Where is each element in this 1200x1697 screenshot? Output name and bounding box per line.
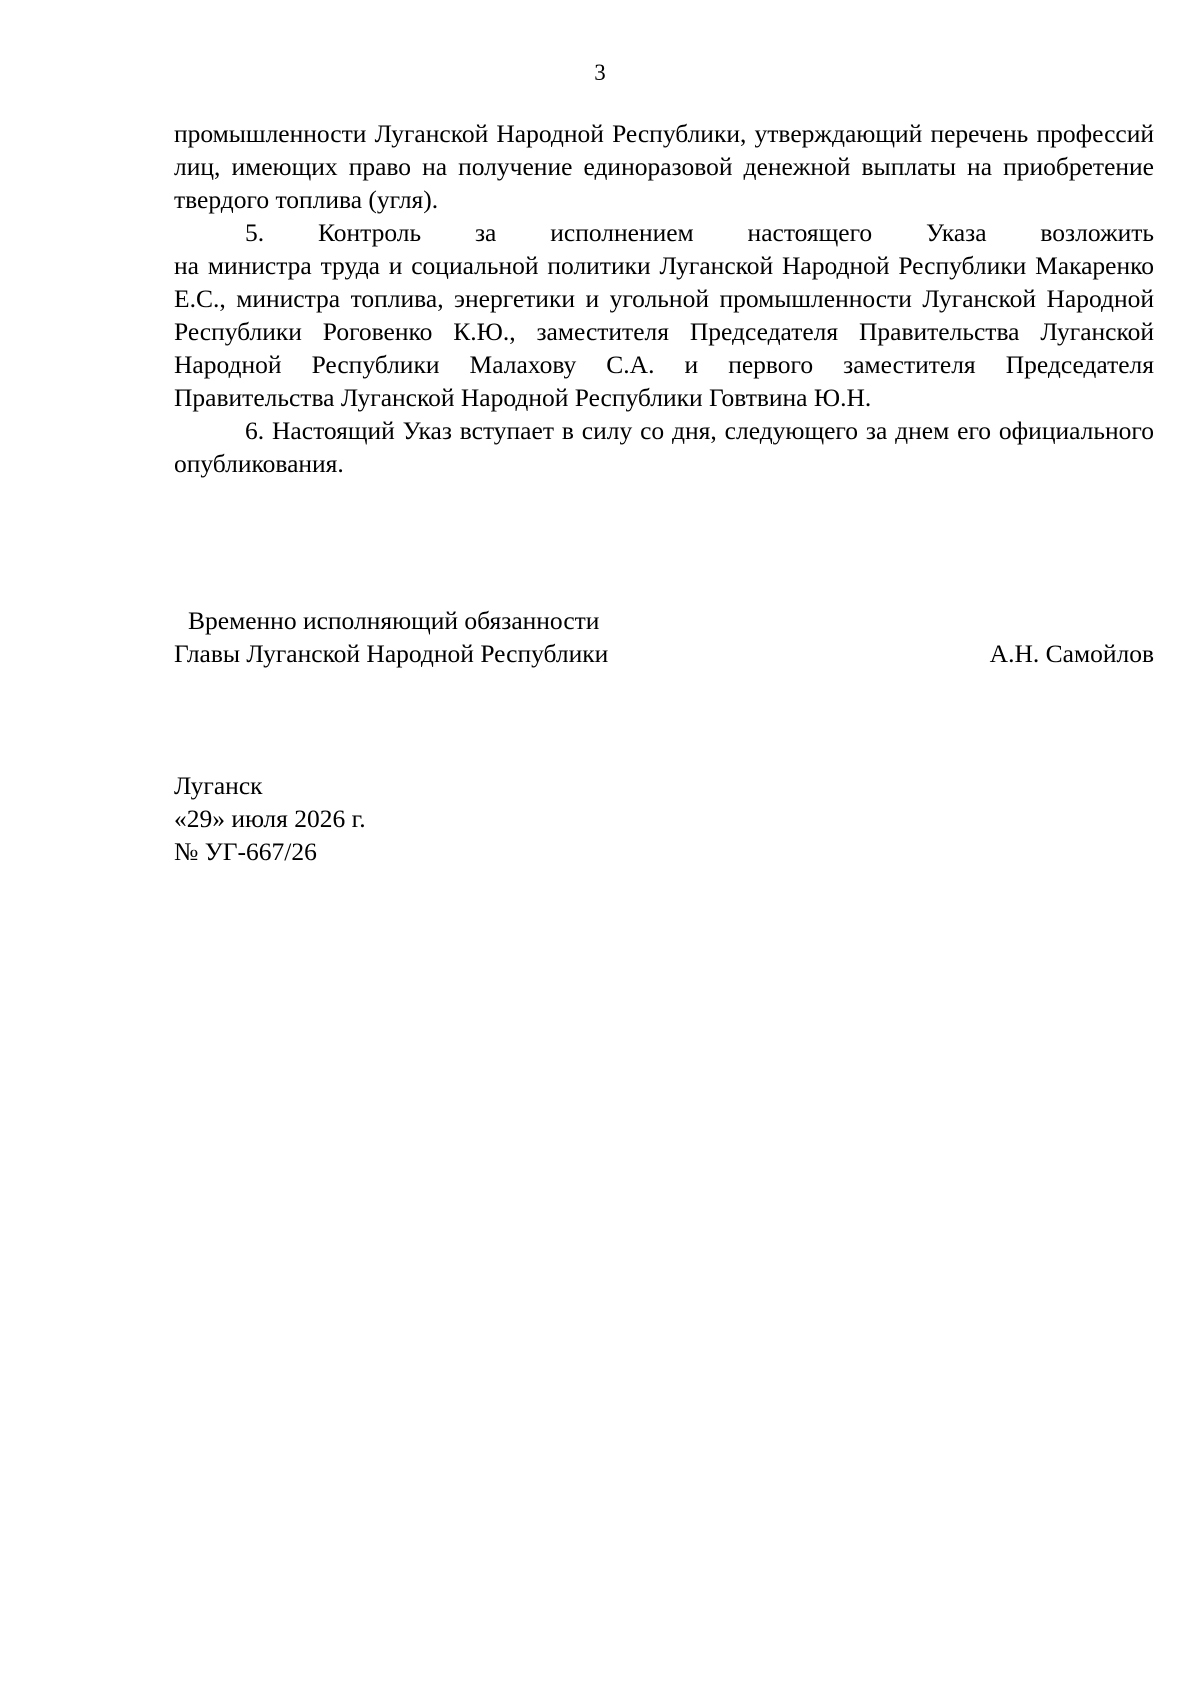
decree-body <box>174 117 1154 480</box>
signatory-name: А.Н. Самойлов <box>989 639 1154 668</box>
signature-block <box>174 604 1154 670</box>
paragraph-6: 6. Настоящий Указ вступает в силу со дня, следующего за днем его официального опубликования. <box>174 416 1154 478</box>
signatory-title-line1: Временно исполняющий обязанности <box>188 606 600 635</box>
footer-city: Луганск <box>174 771 263 800</box>
paragraph-continuation: промышленности Луганской Народной Республики, утверждающий перечень профессий лиц, имеющих право на получение единоразовой денежной выплаты на приобретение твердого топлива (угля). <box>174 119 1154 214</box>
page-number: 3 <box>594 60 606 85</box>
footer-number: № УГ-667/26 <box>174 837 317 866</box>
paragraph-5-rest: на министра труда и социальной политики Луганской Народной Республики Макаренко Е.С., министра топлива, энергетики и угольной промышленности Луганской Народной Республики Роговенко К.Ю., заместителя Председателя Правительства Луганской Народной Республики Малахову С.А. и первого заместителя Председателя Правительства Луганской Народной Республики Говтвина Ю.Н. <box>174 251 1154 412</box>
signatory-title-line2: Главы Луганской Народной Республики <box>174 639 609 668</box>
paragraph-5 <box>174 216 1154 414</box>
decree-footer <box>174 769 366 868</box>
signatory-row <box>174 637 1154 670</box>
footer-date: «29» июля 2026 г. <box>174 804 366 833</box>
paragraph-5-first-line: 5. Контроль за исполнением настоящего Указа возложить <box>245 218 1154 247</box>
